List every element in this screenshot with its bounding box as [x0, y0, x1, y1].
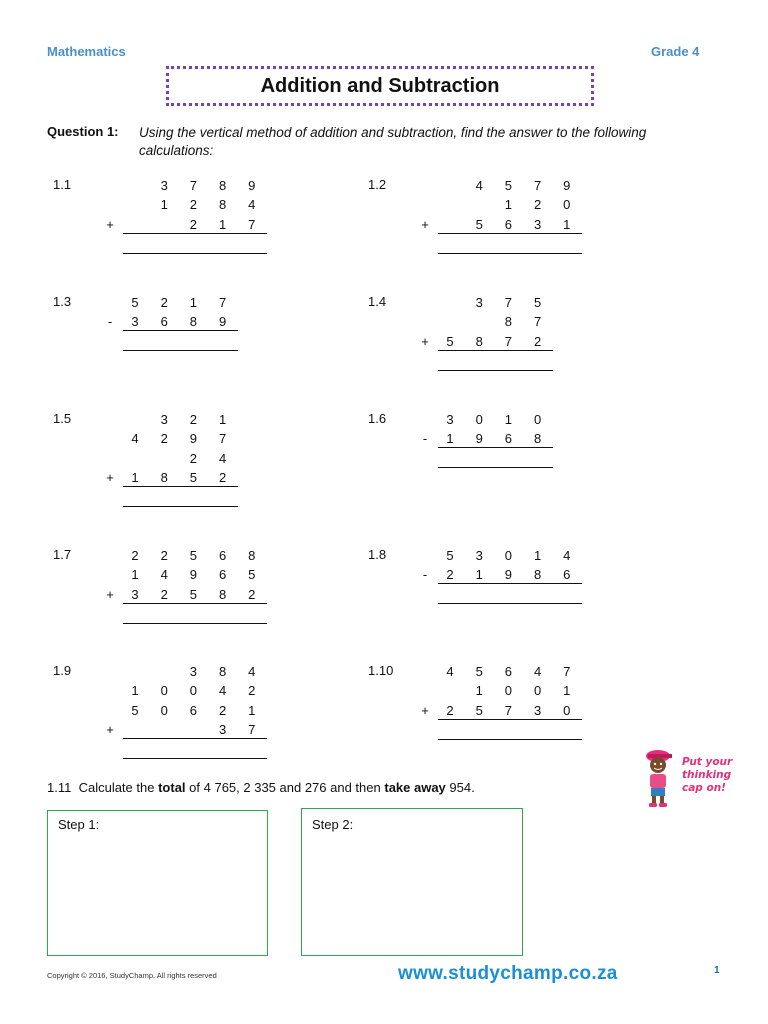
title-box	[166, 66, 594, 106]
digit-cell: 0	[160, 683, 168, 699]
page-number: 1	[714, 965, 720, 976]
q111-text-pre: Calculate the	[78, 780, 155, 795]
digit-cell: 2	[160, 431, 168, 447]
digit-cell: 0	[563, 197, 571, 213]
problem-number: 1.8	[368, 547, 387, 562]
operator-sign: -	[422, 567, 428, 583]
digit-cell: 2	[131, 548, 139, 563]
digit-cell: 1	[189, 295, 197, 310]
answer-space[interactable]	[438, 234, 582, 252]
digit-cell: 5	[446, 333, 454, 349]
answer-line	[123, 623, 267, 624]
digit-cell: 9	[218, 314, 227, 330]
digit-cell: 0	[160, 702, 168, 718]
digit-cell: 7	[533, 178, 542, 193]
digit-cell: 1	[131, 683, 139, 699]
digit-cell: 3	[446, 412, 454, 427]
digit-cell: 3	[189, 664, 197, 679]
mascot-caption-line-1: Put your	[682, 756, 733, 768]
question-label: Question 1:	[47, 124, 119, 139]
digit-cell: 2	[160, 586, 168, 602]
digit-cell: 0	[563, 702, 571, 718]
answer-space[interactable]	[123, 739, 267, 757]
digit-cell: 5	[533, 295, 542, 310]
digit-cell: 1	[475, 683, 483, 699]
digit-cell: 6	[504, 431, 512, 447]
digit-cell: 7	[533, 314, 542, 330]
digit-cell: 5	[189, 548, 197, 563]
digit-cell: 2	[189, 216, 197, 232]
digit-cell: 5	[189, 469, 197, 485]
answer-line	[123, 350, 238, 351]
digit-cell: 3	[218, 721, 227, 737]
digit-cell: 9	[504, 567, 512, 583]
answer-space[interactable]	[123, 487, 238, 505]
digit-cell: 6	[504, 216, 512, 232]
answer-space[interactable]	[123, 234, 267, 252]
question-text: Using the vertical method of addition and subtraction, find the answer to the following calculations:	[139, 125, 647, 158]
answer-line	[438, 253, 582, 254]
operator-sign: -	[422, 431, 428, 447]
digit-cell: 9	[189, 567, 197, 583]
digit-cell: 6	[504, 664, 512, 679]
digit-cell: 2	[218, 702, 227, 718]
operator-sign: +	[106, 216, 114, 232]
answer-space[interactable]	[123, 604, 267, 622]
copyright-notice: Copyright © 2016, StudyChamp. All rights reserved	[47, 971, 217, 980]
digit-cell: 3	[160, 178, 168, 193]
answer-space[interactable]	[438, 720, 582, 738]
digit-cell: 1	[131, 469, 139, 485]
page-title: Addition and Subtraction	[260, 74, 500, 97]
digit-cell: 0	[475, 412, 483, 427]
digit-cell: 2	[446, 702, 454, 718]
digit-cell: 3	[475, 548, 483, 563]
digit-cell: 5	[446, 548, 454, 563]
digit-cell: 8	[533, 567, 542, 583]
digit-cell: 8	[248, 548, 256, 563]
problem-number: 1.10	[368, 663, 394, 678]
digit-cell: 5	[475, 216, 483, 232]
digit-cell: 5	[131, 295, 139, 310]
digit-cell: 6	[563, 567, 571, 583]
digit-cell: 7	[563, 664, 571, 679]
mascot-girl-icon	[640, 748, 676, 808]
digit-cell: 8	[218, 197, 227, 213]
digit-cell: 9	[189, 431, 197, 447]
digit-cell: 1	[533, 548, 542, 563]
problem-number: 1.3	[53, 294, 72, 309]
digit-cell: 4	[160, 567, 168, 583]
digit-cell: 7	[189, 178, 197, 193]
answer-line	[438, 370, 553, 371]
digit-cell: 0	[189, 683, 197, 699]
answer-space[interactable]	[438, 351, 553, 369]
digit-cell: 2	[533, 197, 542, 213]
answer-line	[123, 253, 267, 254]
digit-cell: 7	[504, 702, 512, 718]
step-2-box[interactable]	[301, 808, 523, 956]
digit-cell: 0	[533, 412, 542, 427]
digit-cell: 3	[131, 314, 139, 330]
problem-number: 1.6	[368, 411, 387, 426]
operator-sign: +	[421, 702, 429, 718]
digit-cell: 1	[218, 412, 227, 427]
digit-cell: 2	[446, 567, 454, 583]
digit-cell: 9	[475, 431, 483, 447]
digit-cell: 0	[533, 683, 542, 699]
digit-cell: 1	[504, 412, 512, 427]
answer-line	[123, 758, 267, 759]
digit-cell: 2	[218, 469, 227, 485]
digit-cell: 8	[533, 431, 542, 447]
answer-line	[438, 603, 582, 604]
digit-cell: 8	[475, 333, 483, 349]
digit-cell: 8	[218, 178, 227, 193]
digit-cell: 5	[475, 664, 483, 679]
answer-line	[438, 467, 553, 468]
digit-cell: 5	[475, 702, 483, 718]
operator-sign: +	[106, 586, 114, 602]
digit-cell: 4	[446, 664, 454, 679]
problem-number: 1.2	[368, 177, 387, 192]
digit-cell: 2	[160, 295, 168, 310]
digit-cell: 1	[475, 567, 483, 583]
digit-cell: 2	[248, 683, 256, 699]
operator-sign: -	[107, 314, 113, 330]
digit-cell: 3	[533, 216, 542, 232]
digit-cell: 2	[189, 450, 197, 466]
digit-cell: 8	[160, 469, 168, 485]
digit-cell: 7	[504, 295, 512, 310]
digit-cell: 5	[504, 178, 512, 193]
digit-cell: 8	[189, 314, 197, 330]
operator-sign: +	[106, 469, 114, 485]
digit-cell: 4	[563, 548, 571, 563]
digit-cell: 7	[248, 216, 256, 232]
digit-cell: 0	[504, 683, 512, 699]
digit-cell: 7	[504, 333, 512, 349]
digit-cell: 6	[218, 567, 227, 583]
digit-cell: 4	[248, 197, 256, 213]
q111-bold-total: total	[158, 780, 186, 795]
q111-number: 1.11	[47, 780, 72, 795]
problem-number: 1.1	[53, 177, 72, 192]
digit-cell: 0	[504, 548, 512, 563]
digit-cell: 2	[189, 197, 197, 213]
step-1-label: Step 1:	[58, 817, 100, 832]
digit-cell: 5	[248, 567, 256, 583]
q111-text-post: 954.	[449, 780, 475, 795]
digit-cell: 4	[475, 178, 483, 193]
problem-number: 1.7	[53, 547, 72, 562]
mascot-caption	[682, 756, 732, 795]
digit-cell: 5	[189, 586, 197, 602]
digit-cell: 9	[248, 178, 256, 193]
digit-cell: 8	[504, 314, 512, 330]
digit-cell: 1	[218, 216, 227, 232]
question-1-11	[47, 780, 475, 795]
answer-space[interactable]	[438, 584, 582, 602]
digit-cell: 4	[218, 450, 227, 466]
digit-cell: 5	[131, 702, 139, 718]
mascot-graphic	[640, 748, 740, 808]
answer-space[interactable]	[438, 448, 553, 466]
q111-bold-take-away: take away	[384, 780, 446, 795]
step-2-label: Step 2:	[312, 817, 354, 832]
operator-sign: +	[421, 216, 429, 232]
digit-cell: 1	[131, 567, 139, 583]
digit-cell: 7	[248, 721, 256, 737]
digit-cell: 1	[160, 197, 168, 213]
digit-cell: 3	[475, 295, 483, 310]
digit-cell: 3	[533, 702, 542, 718]
digit-cell: 4	[248, 664, 256, 679]
digit-cell: 9	[563, 178, 571, 193]
operator-sign: +	[421, 333, 429, 349]
digit-cell: 4	[533, 664, 542, 679]
digit-cell: 8	[218, 664, 227, 679]
digit-cell: 3	[160, 412, 168, 427]
step-1-box[interactable]	[47, 810, 268, 956]
digit-cell: 6	[160, 314, 168, 330]
digit-cell: 6	[189, 702, 197, 718]
answer-line	[438, 739, 582, 740]
digit-cell: 2	[189, 412, 197, 427]
answer-line	[123, 506, 238, 507]
website-link[interactable]: www.studychamp.co.za	[398, 963, 618, 984]
answer-space[interactable]	[123, 331, 238, 349]
problem-number: 1.5	[53, 411, 72, 426]
digit-cell: 4	[218, 683, 227, 699]
digit-cell: 7	[218, 295, 227, 310]
digit-cell: 4	[131, 431, 139, 447]
problem-number: 1.4	[368, 294, 387, 309]
problem-number: 1.9	[53, 663, 72, 678]
digit-cell: 8	[218, 586, 227, 602]
digit-cell: 6	[218, 548, 227, 563]
digit-cell: 1	[446, 431, 454, 447]
mascot-caption-line-2: thinking	[682, 769, 732, 781]
digit-cell: 1	[563, 216, 571, 232]
digit-cell: 1	[563, 683, 571, 699]
digit-cell: 2	[160, 548, 168, 563]
digit-cell: 7	[218, 431, 227, 447]
digit-cell: 2	[248, 586, 256, 602]
digit-cell: 1	[248, 702, 256, 718]
operator-sign: +	[106, 721, 114, 737]
digit-cell: 3	[131, 586, 139, 602]
q111-text-mid: of 4 765, 2 335 and 276 and then	[189, 780, 381, 795]
subject-label: Mathematics	[47, 44, 126, 59]
digit-cell: 2	[533, 333, 542, 349]
grade-label: Grade 4	[651, 44, 700, 59]
digit-cell: 1	[504, 197, 512, 213]
mascot-caption-line-3: cap on!	[682, 782, 726, 794]
